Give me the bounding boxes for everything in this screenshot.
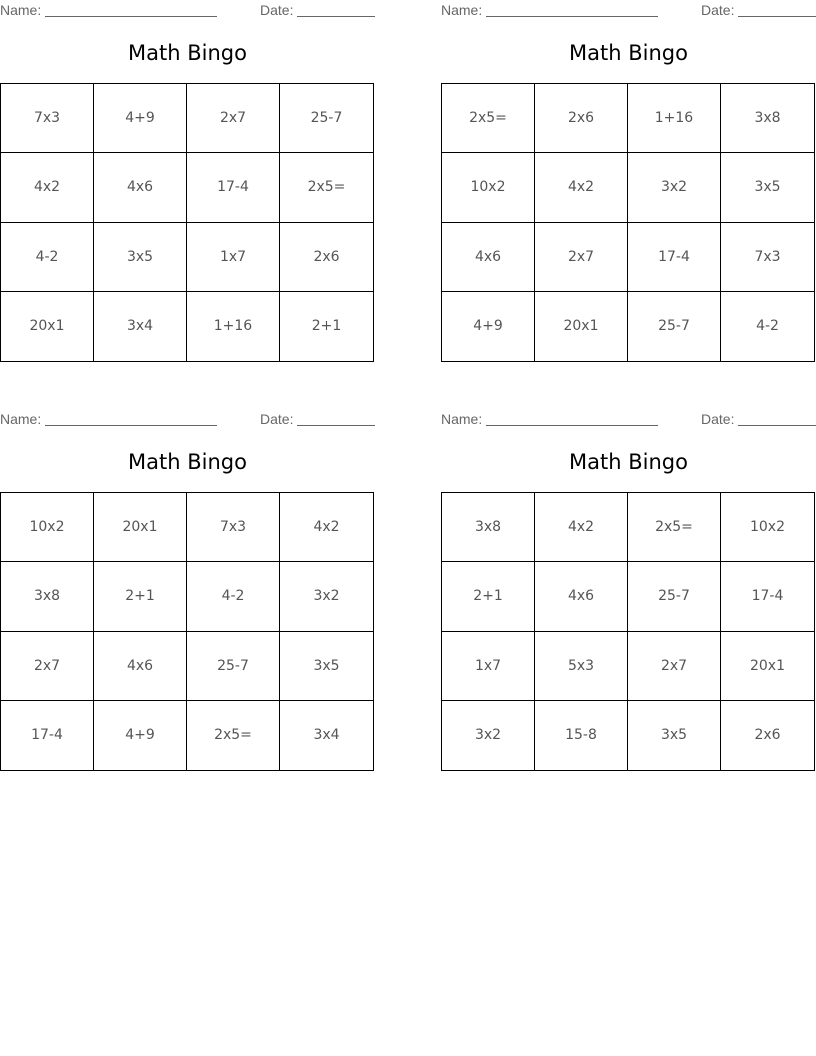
- bingo-cell: 4+9: [94, 84, 187, 153]
- date-label: Date:: [701, 411, 735, 427]
- bingo-cell: 3x5: [280, 632, 373, 701]
- bingo-cell: 3x5: [628, 701, 721, 770]
- bingo-cell: 2x6: [754, 727, 781, 744]
- bingo-cell: 4x2: [280, 493, 373, 562]
- name-field-line: [486, 425, 658, 426]
- date-field-line: [297, 425, 375, 426]
- bingo-cell: 17-4: [721, 562, 814, 631]
- name-date-row: [441, 409, 816, 431]
- bingo-cell: 4+9: [442, 292, 535, 361]
- bingo-cell: 10x2: [1, 493, 94, 562]
- bingo-cell: 10x2: [721, 493, 814, 562]
- date-field-line: [297, 16, 375, 17]
- bingo-cell: 4x6: [442, 223, 535, 292]
- bingo-cell: 2x7: [628, 632, 721, 701]
- bingo-cell: 4-2: [1, 223, 94, 292]
- bingo-cell: 2+1: [311, 318, 342, 335]
- bingo-cell: 3x5: [721, 153, 814, 222]
- bingo-cell: 4x6: [535, 562, 628, 631]
- bingo-cell: 2x5=: [187, 701, 280, 770]
- bingo-cell: 7x3: [721, 223, 814, 292]
- bingo-cell: 3x8: [1, 562, 94, 631]
- bingo-cell: 2x6: [280, 223, 373, 292]
- bingo-grid: [441, 83, 815, 362]
- bingo-cell: 2x7: [1, 632, 94, 701]
- bingo-cell: 1x7: [187, 223, 280, 292]
- name-label: Name:: [441, 2, 483, 18]
- bingo-cell: 2+1: [94, 562, 187, 631]
- card-title: Math Bingo: [128, 450, 247, 474]
- bingo-cell: 2x5=: [628, 493, 721, 562]
- bingo-cell: 4x2: [535, 493, 628, 562]
- name-field-line: [45, 425, 217, 426]
- bingo-cell: 2+1: [442, 562, 535, 631]
- bingo-cell: 20x1: [1, 292, 94, 361]
- bingo-cell: 3x2: [628, 153, 721, 222]
- bingo-cell: 17-4: [1, 701, 94, 770]
- name-label: Name:: [441, 411, 483, 427]
- bingo-cell: 2x5=: [280, 153, 373, 222]
- bingo-cell: 1+16: [628, 84, 721, 153]
- bingo-cell: 17-4: [628, 223, 721, 292]
- date-label: Date:: [260, 2, 294, 18]
- name-field-line: [45, 16, 217, 17]
- name-label: Name:: [0, 411, 42, 427]
- bingo-cell: 4x2: [535, 153, 628, 222]
- bingo-cell: 4+9: [94, 701, 187, 770]
- bingo-cell: 25-7: [628, 562, 721, 631]
- bingo-cell: 7x3: [187, 493, 280, 562]
- bingo-cell: 1x7: [442, 632, 535, 701]
- bingo-cell: 2x6: [535, 84, 628, 153]
- bingo-cell: 3x2: [280, 562, 373, 631]
- date-field-line: [738, 425, 816, 426]
- bingo-grid: [0, 492, 374, 771]
- bingo-cell: 1+16: [187, 292, 280, 361]
- bingo-cell: 2x5=: [442, 84, 535, 153]
- name-date-row: [0, 409, 375, 431]
- bingo-cell: 20x1: [94, 493, 187, 562]
- bingo-card-3: [0, 409, 375, 744]
- bingo-cell: 3x5: [94, 223, 187, 292]
- bingo-cell: 3x4: [94, 292, 187, 361]
- date-label: Date:: [260, 411, 294, 427]
- bingo-cell: 17-4: [187, 153, 280, 222]
- bingo-cell: 4x6: [94, 632, 187, 701]
- bingo-cell: 7x3: [1, 84, 94, 153]
- bingo-cell: 3x2: [442, 701, 535, 770]
- bingo-cell: 5x3: [535, 632, 628, 701]
- bingo-cell: 25-7: [628, 292, 721, 361]
- date-field-line: [738, 16, 816, 17]
- bingo-cell: 2x7: [187, 84, 280, 153]
- name-date-row: [0, 0, 375, 22]
- bingo-cell: 10x2: [442, 153, 535, 222]
- name-label: Name:: [0, 2, 42, 18]
- name-date-row: [441, 0, 816, 22]
- bingo-cell: 4-2: [756, 318, 779, 335]
- bingo-cell: 15-8: [535, 701, 628, 770]
- bingo-cell: 3x8: [721, 84, 814, 153]
- bingo-card-2: [441, 0, 816, 335]
- bingo-grid: [0, 83, 374, 362]
- bingo-cell: 25-7: [187, 632, 280, 701]
- bingo-cell: 2x7: [535, 223, 628, 292]
- card-title: Math Bingo: [569, 450, 688, 474]
- bingo-cell: 3x4: [313, 727, 340, 744]
- date-label: Date:: [701, 2, 735, 18]
- bingo-cell: 20x1: [721, 632, 814, 701]
- bingo-card-4: [441, 409, 816, 744]
- bingo-cell: 4x6: [94, 153, 187, 222]
- name-field-line: [486, 16, 658, 17]
- bingo-cell: 3x8: [442, 493, 535, 562]
- bingo-cell: 4-2: [187, 562, 280, 631]
- card-title: Math Bingo: [569, 41, 688, 65]
- bingo-cell: 20x1: [535, 292, 628, 361]
- bingo-cell: 4x2: [1, 153, 94, 222]
- bingo-cell: 25-7: [280, 84, 373, 153]
- card-title: Math Bingo: [128, 41, 247, 65]
- bingo-grid: [441, 492, 815, 771]
- bingo-card-1: [0, 0, 375, 335]
